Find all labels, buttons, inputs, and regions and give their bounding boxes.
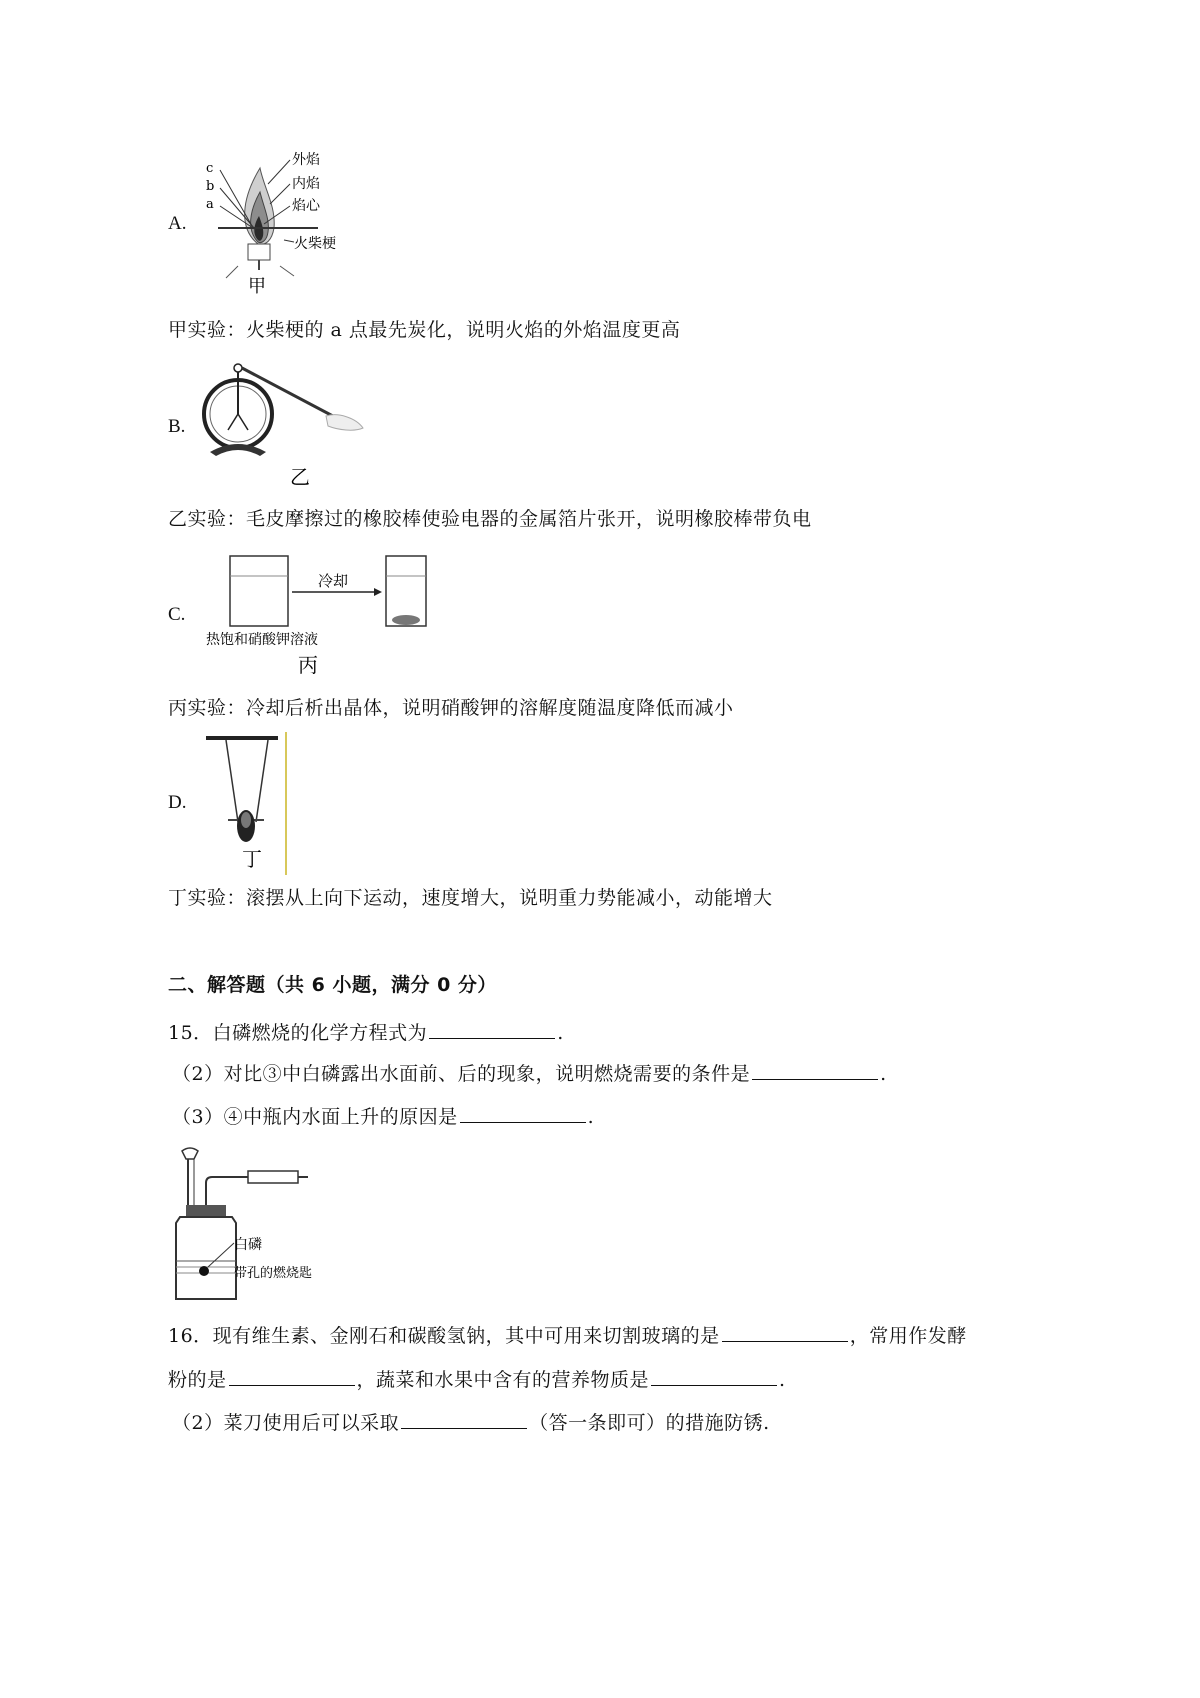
- q16-blank-leavening[interactable]: [229, 1367, 355, 1386]
- statement-b: 乙实验：毛皮摩擦过的橡胶棒使验电器的金属箔片张开，说明橡胶棒带负电: [168, 508, 812, 530]
- label-a: a: [206, 197, 214, 212]
- q16-line1-text: 16．现有维生素、金刚石和碳酸氢钠，其中可用来切割玻璃的是: [168, 1325, 720, 1347]
- label-cooling: 冷却: [318, 572, 349, 590]
- q16-line3-end: （答一条即可）的措施防锈.: [529, 1412, 770, 1434]
- bottle-syringe-diagram: [168, 1143, 313, 1305]
- statement-a: 甲实验：火柴梗的 a 点最先炭化，说明火焰的外焰温度更高: [168, 319, 681, 341]
- option-c-label: C.: [168, 604, 186, 625]
- q15-line3-text: （3）④中瓶内水面上升的原因是: [172, 1106, 458, 1128]
- label-hot-saturated-solution: 热饱和硝酸钾溶液: [206, 632, 318, 648]
- q16-blank-nutrient[interactable]: [651, 1367, 777, 1386]
- q15-line2-text: （2）对比③中白磷露出水面前、后的现象，说明燃烧需要的条件是: [172, 1063, 751, 1085]
- q16-line2-text: 粉的是: [168, 1369, 227, 1391]
- label-inner-flame: 内焰: [292, 176, 320, 192]
- statement-c: 丙实验：冷却后析出晶体，说明硝酸钾的溶解度随温度降低而减小: [168, 697, 734, 719]
- statement-d: 丁实验：滚摆从上向下运动，速度增大，说明重力势能减小，动能增大: [168, 887, 773, 909]
- q16-line1: [168, 1323, 967, 1348]
- q16-line2: [168, 1367, 786, 1392]
- q15-blank-condition[interactable]: [752, 1061, 878, 1080]
- q16-line1-end: ，常用作发酵: [849, 1325, 967, 1347]
- electroscope-diagram: [198, 356, 373, 491]
- label-matchstick: 火柴梗: [294, 236, 336, 252]
- electroscope-figure: [198, 356, 373, 491]
- figure-caption-bing: 丙: [298, 653, 318, 677]
- q16-line3: [172, 1410, 770, 1435]
- figure-caption-jia: 甲: [248, 276, 266, 297]
- q15-blank-reason[interactable]: [460, 1104, 586, 1123]
- label-white-phosphorus: 白磷: [234, 1237, 262, 1253]
- pendulum-diagram: [198, 730, 298, 875]
- figure-caption-ding: 丁: [242, 847, 262, 871]
- label-perforated-spoon: 带孔的燃烧匙: [234, 1266, 313, 1281]
- maxwell-pendulum-figure: [198, 730, 298, 875]
- label-flame-core: 焰心: [292, 198, 320, 214]
- beaker-diagram: [198, 542, 428, 682]
- option-d-label: D.: [168, 792, 187, 813]
- label-b: b: [206, 179, 215, 194]
- beaker-cooling-figure: [198, 542, 428, 682]
- q15-blank-equation[interactable]: [429, 1020, 555, 1039]
- option-b-label: B.: [168, 416, 186, 437]
- q15-line2-end: .: [880, 1063, 887, 1085]
- candle-flame-figure: [198, 148, 348, 298]
- q15-line2: [172, 1061, 887, 1086]
- q16-line2-end: .: [779, 1369, 786, 1391]
- section-title: 二、解答题（共 6 小题，满分 0 分）: [168, 974, 497, 996]
- q15-line1-text: 15．白磷燃烧的化学方程式为: [168, 1022, 428, 1044]
- q15-line1-end: .: [557, 1022, 564, 1044]
- q16-line2-mid: ，蔬菜和水果中含有的营养物质是: [356, 1369, 650, 1391]
- q16-line3-text: （2）菜刀使用后可以采取: [172, 1412, 400, 1434]
- q15-line3-end: .: [587, 1106, 595, 1128]
- figure-caption-yi: 乙: [290, 465, 310, 489]
- q16-blank-rust-prevention[interactable]: [401, 1410, 527, 1429]
- option-a-label: A.: [168, 213, 187, 234]
- flame-diagram: [198, 148, 348, 298]
- label-c: c: [206, 161, 214, 176]
- white-phosphorus-figure: [168, 1143, 313, 1305]
- q15-line3: [172, 1104, 594, 1129]
- label-outer-flame: 外焰: [292, 152, 320, 168]
- q16-blank-glass-cutting[interactable]: [722, 1323, 848, 1342]
- q15-line1: [168, 1020, 564, 1045]
